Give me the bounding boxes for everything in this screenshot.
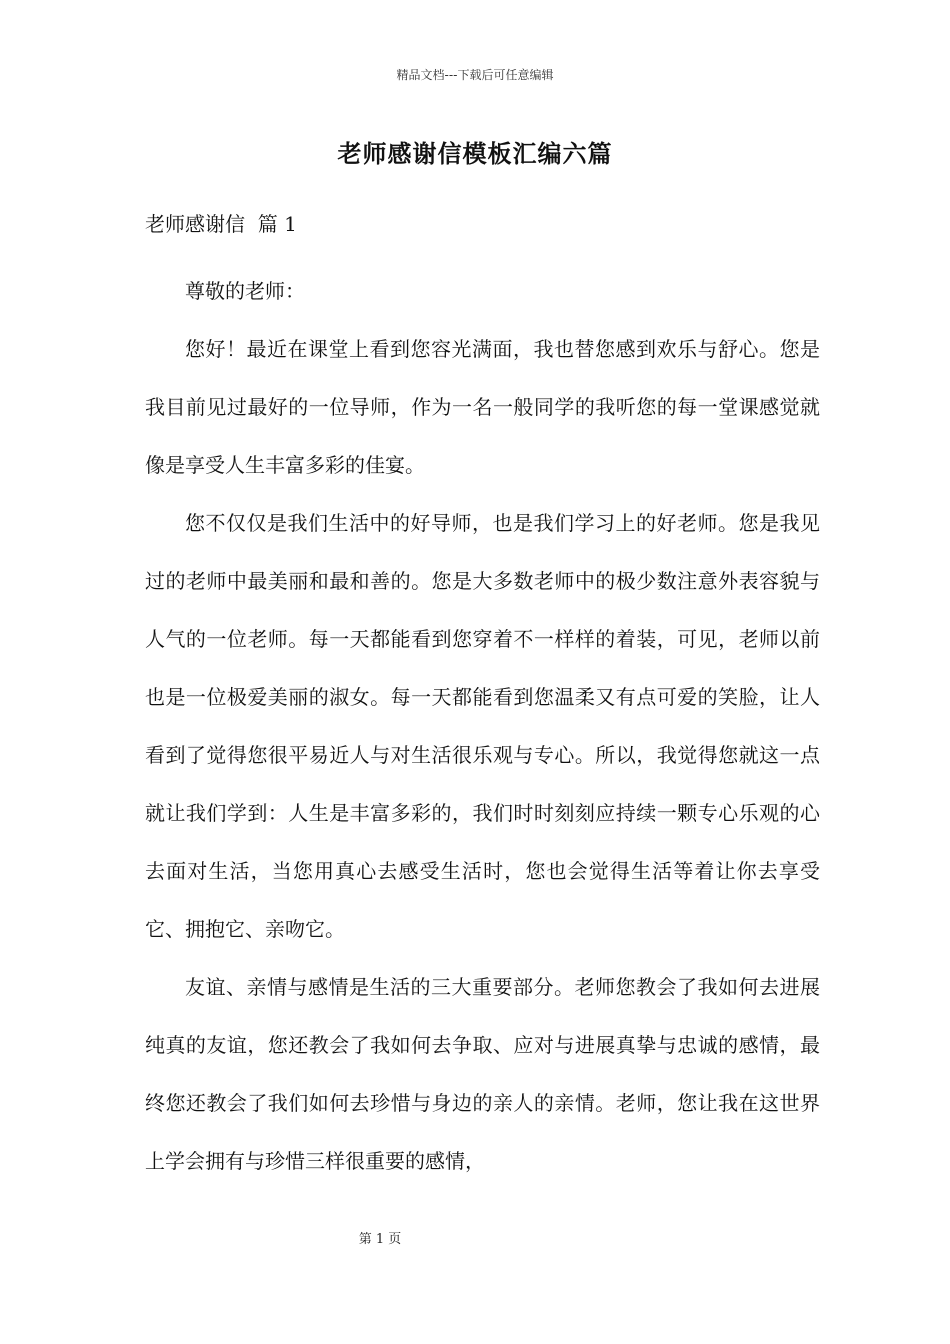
body-paragraph-1: 您好！最近在课堂上看到您容光满面，我也替您感到欢乐与舒心。您是我目前见过最好的一位导师，作为一名一般同学的我听您的每一堂课感觉就像是享受人生丰富多彩的佳宴。 xyxy=(145,337,820,477)
page-number: 第 1 页 xyxy=(358,1232,402,1247)
section-heading: 老师感谢信 篇 1 xyxy=(145,212,297,236)
document-title: 老师感谢信模板汇编六篇 xyxy=(337,139,613,168)
salutation: 尊敬的老师： xyxy=(185,279,305,303)
letter-body xyxy=(145,262,820,1190)
body-paragraph-3: 友谊、亲情与感情是生活的三大重要部分。老师您教会了我如何去进展纯真的友谊，您还教会了我如何去争取、应对与进展真挚与忠诚的感情，最终您还教会了我们如何去珍惜与身边的亲人的亲情。老师，您让我在这世界上学会拥有与珍惜三样很重要的感情， xyxy=(145,975,820,1173)
body-paragraph-2: 您不仅仅是我们生活中的好导师，也是我们学习上的好老师。您是我见过的老师中最美丽和最和善的。您是大多数老师中的极少数注意外表容貌与人气的一位老师。每一天都能看到您穿着不一样样的着装，可见，老师以前也是一位极爱美丽的淑女。每一天都能看到您温柔又有点可爱的笑脸，让人看到了觉得您很平易近人与对生活很乐观与专心。所以，我觉得您就这一点就让我们学到：人生是丰富多彩的，我们时时刻刻应持续一颗专心乐观的心去面对生活，当您用真心去感受生活时，您也会觉得生活等着让你去享受它、拥抱它、亲吻它。 xyxy=(145,511,820,941)
document-header-note: 精品文档---下载后可任意编辑 xyxy=(396,68,554,82)
